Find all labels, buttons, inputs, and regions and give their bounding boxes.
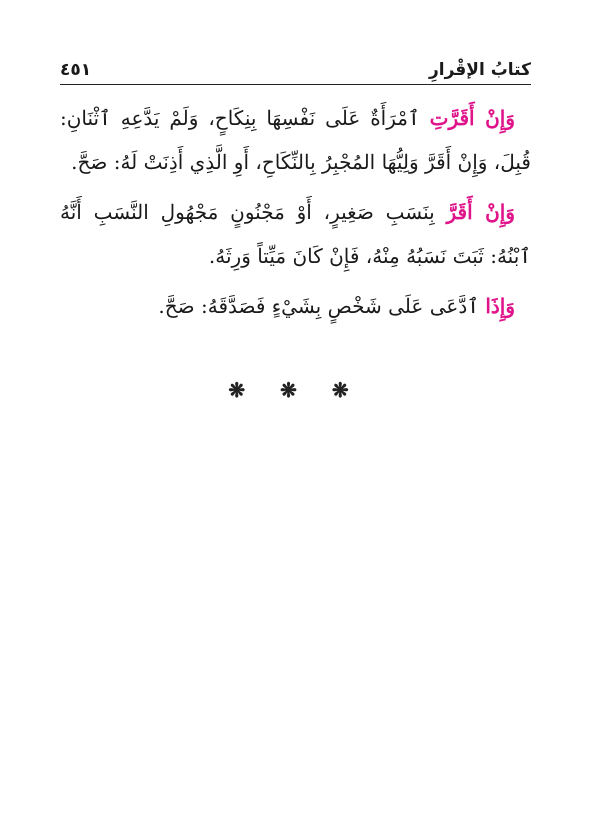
paragraph-lead: وَإِذَا bbox=[485, 294, 515, 318]
paragraph-2 bbox=[60, 190, 531, 278]
section-divider-stars: ❋ ❋ ❋ bbox=[228, 378, 363, 402]
paragraph-text: بِنَسَبِ صَغِيرٍ، أَوْ مَجْنُونٍ مَجْهُولِ النَّسَبِ أَنَّهُ ٱبْنُهُ: ثَبَتَ نَسَبُهُ مِنْهُ، فَإِنْ كَانَ مَيِّتاً وَرِثَهُ. bbox=[60, 200, 531, 268]
page-header bbox=[60, 50, 531, 80]
paragraph-lead: وَإِنْ أَقَرَّ bbox=[446, 200, 515, 224]
paragraph-1 bbox=[60, 96, 531, 184]
page-body bbox=[60, 96, 531, 334]
paragraph-3 bbox=[60, 284, 531, 328]
chapter-title: كتابُ الإقْرارِ bbox=[428, 60, 531, 80]
paragraph-text: ٱدَّعَى عَلَى شَخْصٍ بِشَيْءٍ فَصَدَّقَهُ: صَحَّ. bbox=[158, 294, 486, 318]
header-divider bbox=[60, 84, 531, 85]
page-number: ٤٥١ bbox=[60, 60, 92, 80]
paragraph-text: ٱمْرَأَةٌ عَلَى نَفْسِهَا بِنِكَاحٍ، وَلَمْ يَدَّعِهِ ٱثْنَانِ: قُبِلَ، وَإِنْ أَقَرَّ وَلِيُّهَا المُجْبِرُ بِالنِّكَاحِ، أَوِ الَّذِي أَذِنَتْ لَهُ: صَحَّ. bbox=[60, 106, 531, 174]
paragraph-lead: وَإِنْ أَقَرَّتِ bbox=[429, 106, 515, 130]
